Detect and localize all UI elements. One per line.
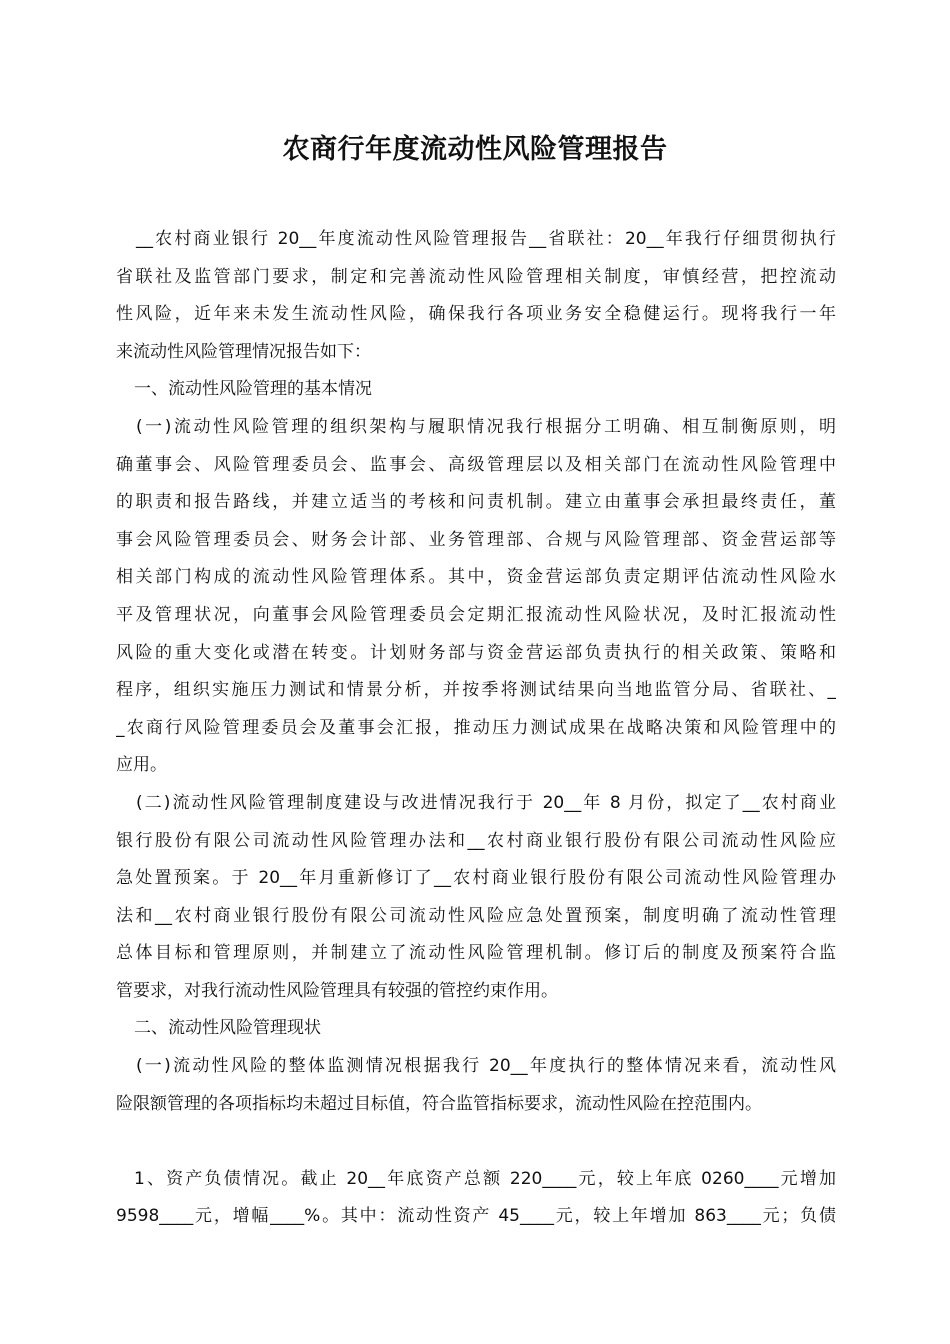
paragraph-line: 确董事会、风险管理委员会、监事会、高级管理层以及相关部门在流动性风险管理中 <box>116 454 836 475</box>
paragraph-line: 管要求，对我行流动性风险管理具有较强的管控约束作用。 <box>116 980 558 1001</box>
paragraph-line: 事会风险管理委员会、财务会计部、业务管理部、合规与风险管理部、资金营运部等 <box>116 529 836 550</box>
section-heading: 二、流动性风险管理现状 <box>134 1018 321 1039</box>
paragraph-line: __农村商业银行 20__年度流动性风险管理报告__省联社：20__年我行仔细贯彻执行 <box>136 229 836 249</box>
paragraph-line: 性风险，近年来未发生流动性风险，确保我行各项业务安全稳健运行。现将我行一年 <box>116 304 836 325</box>
paragraph-line: 程序，组织实施压力测试和情景分析，并按季将测试结果向当地监管分局、省联社、_ <box>116 680 836 701</box>
paragraph-line: _农商行风险管理委员会及董事会汇报，推动压力测试成果在战略决策和风险管理中的 <box>116 717 836 738</box>
paragraph-line: 急处置预案。于 20__年月重新修订了__农村商业银行股份有限公司流动性风险管理办 <box>116 868 836 889</box>
paragraph-line: 银行股份有限公司流动性风险管理办法和__农村商业银行股份有限公司流动性风险应 <box>116 830 836 851</box>
section-heading: 一、流动性风险管理的基本情况 <box>134 379 372 400</box>
paragraph-line: 法和__农村商业银行股份有限公司流动性风险应急处置预案，制度明确了流动性管理 <box>116 905 836 926</box>
paragraph-line: (一)流动性风险管理的组织架构与履职情况我行根据分工明确、相互制衡原则，明 <box>136 416 836 437</box>
paragraph-line: 总体目标和管理原则，并制建立了流动性风险管理机制。修订后的制度及预案符合监 <box>116 943 836 964</box>
document-title: 农商行年度流动性风险管理报告 <box>282 134 668 165</box>
paragraph-line: (二)流动性风险管理制度建设与改进情况我行于 20__年 8 月份，拟定了__农村商业 <box>136 792 836 813</box>
paragraph-line: 省联社及监管部门要求，制定和完善流动性风险管理相关制度，审慎经营，把控流动 <box>116 266 836 287</box>
paragraph-line: 险限额管理的各项指标均未超过目标值，符合监管指标要求，流动性风险在控范围内。 <box>116 1093 762 1114</box>
paragraph-line: (一)流动性风险的整体监测情况根据我行 20__年度执行的整体情况来看，流动性风 <box>136 1056 836 1077</box>
paragraph-line: 风险的重大变化或潜在转变。计划财务部与资金营运部负责执行的相关政策、策略和 <box>116 642 836 663</box>
paragraph-line: 1、资产负债情况。截止 20__年底资产总额 220____元，较上年底 0260____元增加 <box>134 1168 836 1189</box>
paragraph-line: 9598____元，增幅____%。其中：流动性资产 45____元，较上年增加 863____元；负债 <box>116 1206 836 1227</box>
document-body <box>116 221 836 1236</box>
paragraph-line: 应用。 <box>116 755 167 776</box>
paragraph-line: 来流动性风险管理情况报告如下： <box>116 341 371 362</box>
paragraph-line: 平及管理状况，向董事会风险管理委员会定期汇报流动性风险状况，及时汇报流动性 <box>116 604 836 625</box>
paragraph-line: 相关部门构成的流动性风险管理体系。其中，资金营运部负责定期评估流动性风险水 <box>116 567 836 588</box>
paragraph-line: 的职责和报告路线，并建立适当的考核和问责机制。建立由董事会承担最终责任，董 <box>116 492 836 513</box>
paragraph-spacer <box>116 1123 836 1161</box>
